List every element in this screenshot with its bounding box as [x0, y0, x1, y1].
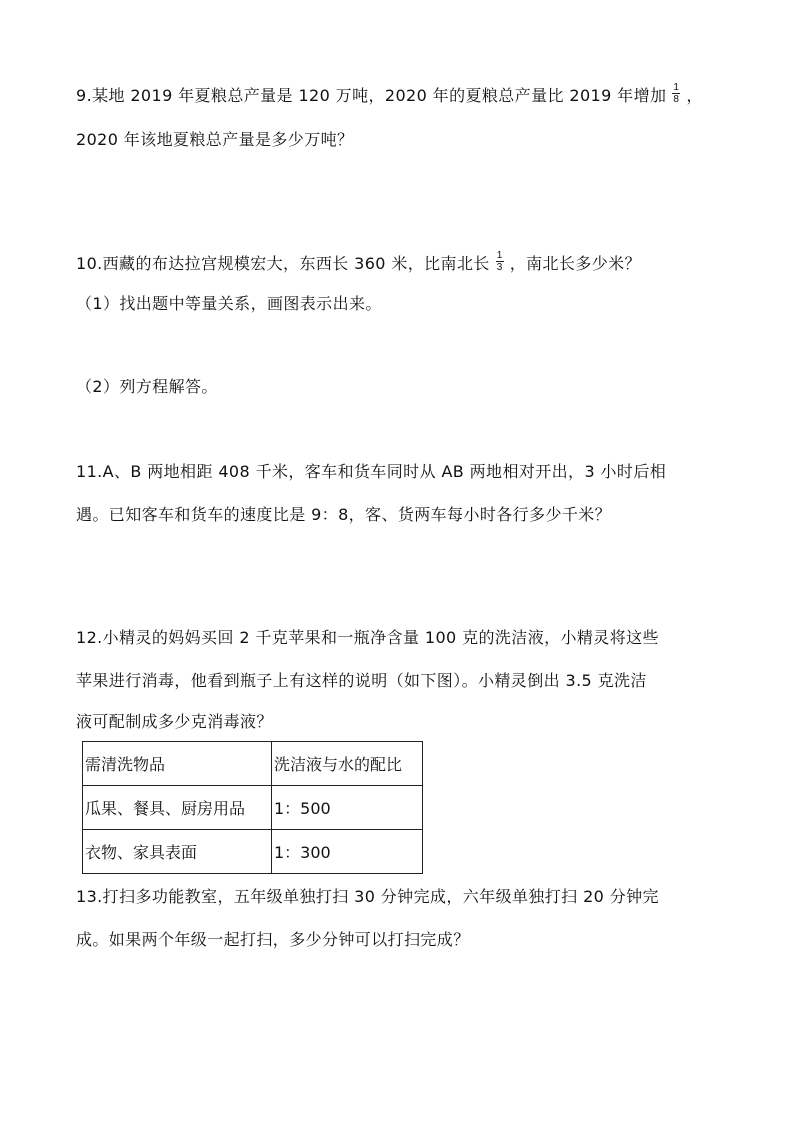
q9-line-1: [76, 82, 703, 106]
dilution-ratio-table: [82, 741, 423, 874]
table-row: [83, 786, 423, 830]
q10-fraction: [496, 250, 504, 273]
table-header-ratio: 洗洁液与水的配比: [272, 742, 423, 786]
q13-line-2: 成。如果两个年级一起打扫，多少分钟可以打扫完成？: [76, 930, 470, 949]
q9-fraction-denominator: 8: [673, 94, 680, 105]
table-row: [83, 830, 423, 874]
q12-line-2: 苹果进行消毒，他看到瓶子上有这样的说明（如下图）。小精灵倒出 3.5 克洗洁: [76, 671, 647, 690]
q9-line-2: 2020 年该地夏粮总产量是多少万吨？: [76, 130, 354, 149]
q10-part-2: （2）列方程解答。: [76, 377, 218, 396]
q10-text-b: ，南北长多少米？: [509, 254, 641, 273]
q12-line-1: 12.小精灵的妈妈买回 2 千克苹果和一瓶净含量 100 克的洗洁液，小精灵将这些: [76, 628, 659, 647]
table-cell-item: 瓜果、餐具、厨房用品: [83, 786, 272, 830]
table-cell-ratio: 1：500: [272, 786, 423, 830]
table-cell-item: 衣物、家具表面: [83, 830, 272, 874]
q10-text-a: 10.西藏的布达拉宫规模宏大，东西长 360 米，比南北长: [76, 254, 490, 273]
q11-line-2: 遇。已知客车和货车的速度比是 9：8，客、货两车每小时各行多少千米？: [76, 505, 612, 524]
q10-fraction-numerator: 1: [496, 250, 503, 261]
table-header-row: [83, 742, 423, 786]
table-cell-ratio: 1：300: [272, 830, 423, 874]
q10-part-1: （1）找出题中等量关系，画图表示出来。: [76, 294, 382, 313]
q13-line-1: 13.打扫多功能教室，五年级单独打扫 30 分钟完成，六年级单独打扫 20 分钟完: [76, 887, 659, 906]
q9-fraction: [672, 82, 680, 105]
q10-fraction-denominator: 3: [496, 262, 503, 273]
table-header-item: 需清洗物品: [83, 742, 272, 786]
q9-text-a: 9.某地 2019 年夏粮总产量是 120 万吨，2020 年的夏粮总产量比 2019 年增加: [76, 86, 667, 105]
q10-line-1: [76, 250, 641, 274]
q9-fraction-numerator: 1: [673, 82, 680, 93]
q9-text-b: ，: [686, 86, 703, 105]
q12-line-3: 液可配制成多少克消毒液？: [76, 712, 273, 731]
q11-line-1: 11.A、B 两地相距 408 千米，客车和货车同时从 AB 两地相对开出，3 小时后相: [76, 462, 667, 481]
